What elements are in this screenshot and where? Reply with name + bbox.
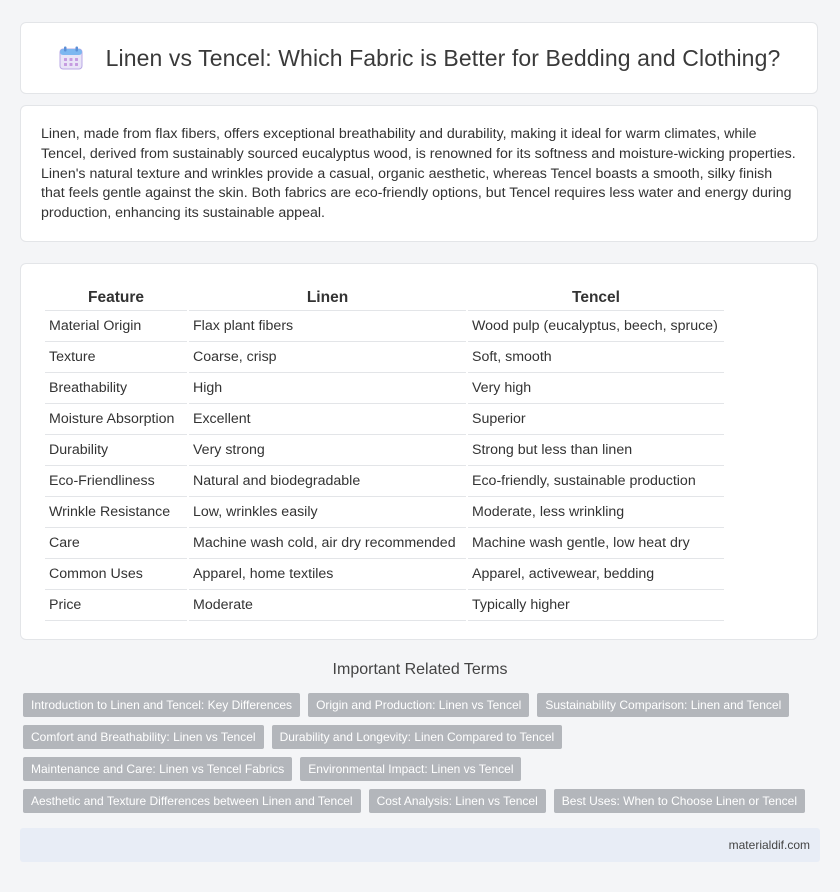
intro-card <box>20 105 818 242</box>
cell-linen: Coarse, crisp <box>189 341 466 372</box>
related-tag[interactable]: Aesthetic and Texture Differences between Linen and Tencel <box>23 789 361 813</box>
related-tag[interactable]: Maintenance and Care: Linen vs Tencel Fabrics <box>23 757 292 781</box>
cell-feature: Texture <box>45 341 187 372</box>
related-tag[interactable]: Introduction to Linen and Tencel: Key Differences <box>23 693 300 717</box>
cell-linen: High <box>189 372 466 403</box>
cell-feature: Price <box>45 589 187 621</box>
table-row <box>45 465 724 496</box>
related-tag[interactable]: Origin and Production: Linen vs Tencel <box>308 693 529 717</box>
cell-tencel: Apparel, activewear, bedding <box>468 558 724 589</box>
header-feature: Feature <box>88 289 144 306</box>
footer <box>20 828 820 862</box>
related-tag[interactable]: Sustainability Comparison: Linen and Tencel <box>537 693 789 717</box>
tag-row <box>23 693 823 717</box>
cell-tencel: Very high <box>468 372 724 403</box>
cell-linen: Moderate <box>189 589 466 621</box>
related-terms-title: Important Related Terms <box>332 661 508 678</box>
cell-tencel: Superior <box>468 403 724 434</box>
cell-feature: Eco-Friendliness <box>45 465 187 496</box>
tag-row <box>23 789 823 813</box>
cell-feature: Breathability <box>45 372 187 403</box>
cell-feature: Care <box>45 527 187 558</box>
cell-tencel: Moderate, less wrinkling <box>468 496 724 527</box>
cell-linen: Low, wrinkles easily <box>189 496 466 527</box>
cell-linen: Natural and biodegradable <box>189 465 466 496</box>
cell-feature: Common Uses <box>45 558 187 589</box>
table-row <box>45 527 724 558</box>
related-tag[interactable]: Best Uses: When to Choose Linen or Tencel <box>554 789 805 813</box>
cell-linen: Apparel, home textiles <box>189 558 466 589</box>
related-terms-tags <box>23 693 823 821</box>
cell-tencel: Strong but less than linen <box>468 434 724 465</box>
cell-tencel: Eco-friendly, sustainable production <box>468 465 724 496</box>
cell-linen: Excellent <box>189 403 466 434</box>
cell-tencel: Wood pulp (eucalyptus, beech, spruce) <box>468 310 724 341</box>
cell-feature: Moisture Absorption <box>45 403 187 434</box>
tag-row <box>23 757 823 781</box>
header-linen: Linen <box>306 289 349 306</box>
table-row <box>45 341 724 372</box>
table-row <box>45 589 724 621</box>
cell-feature: Material Origin <box>45 310 187 341</box>
table-row <box>45 434 724 465</box>
table-row <box>45 310 724 341</box>
cell-tencel: Soft, smooth <box>468 341 724 372</box>
table-header-row <box>45 286 724 310</box>
comparison-table <box>43 286 726 621</box>
cell-feature: Durability <box>45 434 187 465</box>
related-tag[interactable]: Durability and Longevity: Linen Compared to Tencel <box>272 725 563 749</box>
cell-tencel: Typically higher <box>468 589 724 621</box>
table-row <box>45 558 724 589</box>
header-tencel: Tencel <box>572 289 620 306</box>
intro-text: Linen, made from flax fibers, offers exceptional breathability and durability, making it ideal for warm climates, while Tencel, derived from sustainably sourced eucalyptus wood, is renowned for its softness and moisture-wicking properties. Linen's natural texture and wrinkles provide a casual, organic aesthetic, whereas Tencel boasts a smooth, silky finish that feels gentle against the skin. Both fabrics are eco-friendly options, but Tencel requires less water and energy during production, enhancing its sustainable appeal. <box>41 126 796 222</box>
comparison-table-card <box>20 263 818 640</box>
footer-site-link[interactable]: materialdif.com <box>728 838 810 852</box>
table-row <box>45 372 724 403</box>
tag-row <box>23 725 823 749</box>
cell-linen: Machine wash cold, air dry recommended <box>189 527 466 558</box>
cell-feature: Wrinkle Resistance <box>45 496 187 527</box>
page-title: Linen vs Tencel: Which Fabric is Better for Bedding and Clothing? <box>105 44 781 71</box>
cell-linen: Very strong <box>189 434 466 465</box>
table-row <box>45 496 724 527</box>
calendar-icon <box>58 45 84 71</box>
header-card <box>20 22 818 94</box>
cell-tencel: Machine wash gentle, low heat dry <box>468 527 724 558</box>
related-tag[interactable]: Environmental Impact: Linen vs Tencel <box>300 757 521 781</box>
related-tag[interactable]: Cost Analysis: Linen vs Tencel <box>369 789 546 813</box>
table-row <box>45 403 724 434</box>
cell-linen: Flax plant fibers <box>189 310 466 341</box>
related-tag[interactable]: Comfort and Breathability: Linen vs Tencel <box>23 725 264 749</box>
